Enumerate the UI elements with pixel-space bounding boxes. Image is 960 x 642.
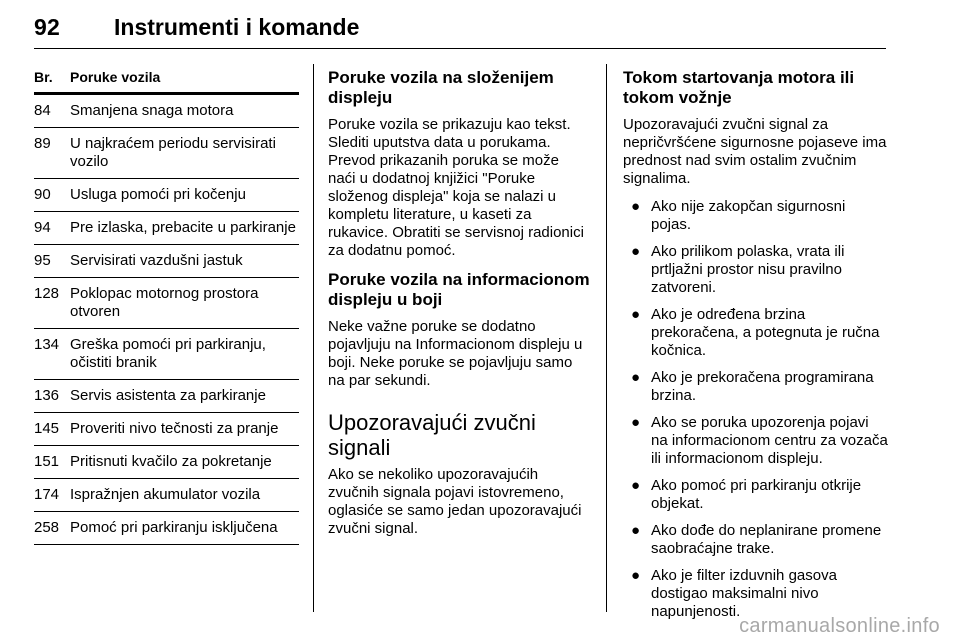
row-text: Ispražnjen akumulator vozila	[70, 486, 261, 503]
list-item	[623, 243, 889, 297]
column-divider-1	[313, 64, 314, 612]
table-row	[34, 413, 299, 446]
row-number: 145	[34, 420, 60, 437]
row-text: Smanjena snaga motora	[70, 102, 234, 119]
page-number: 92	[34, 14, 60, 40]
row-number: 258	[34, 519, 60, 536]
row-text: Proveriti nivo tečnosti za pranje	[70, 420, 279, 437]
table-row	[34, 329, 299, 380]
bullet-icon: ●	[631, 369, 641, 386]
bullet-icon: ●	[631, 306, 641, 323]
row-text: Servisirati vazdušni jastuk	[70, 252, 243, 269]
table-row	[34, 128, 299, 179]
list-item-text: Ako prilikom polaska, vrata ili prtljažni prostor nisu pravilno zatvoreni.	[651, 243, 845, 296]
list-item	[623, 477, 889, 513]
table-row	[34, 95, 299, 128]
list-item-text: Ako je filter izduvnih gasova dostigao maksimalni nivo napunjenosti.	[651, 567, 837, 620]
paragraph-complex-display: Poruke vozila se prikazuju kao tekst. Slediti uputstva data u porukama. Prevod prikazanih poruka se može naći u dodatnoj knjižici "Poruke složenog displeja" koja se nalazi u kompletu literature, u kaseti za rukavice. Obratiti se servisnoj radionici za dodatnu pomoć.	[328, 116, 584, 259]
column-header-number: Br.	[34, 69, 53, 85]
row-text: Pritisnuti kvačilo za pokretanje	[70, 453, 272, 470]
page-header	[34, 0, 886, 50]
column-divider-2	[606, 64, 607, 612]
warning-conditions-list	[623, 198, 889, 621]
row-number: 89	[34, 135, 51, 152]
row-text: U najkraćem periodu servisirati vozilo	[70, 135, 276, 170]
table-row	[34, 212, 299, 245]
row-text: Pre izlaska, prebacite u parkiranje	[70, 219, 296, 236]
section-heading-color-display: Poruke vozila na informacionom displeju u boji	[328, 270, 590, 309]
row-number: 95	[34, 252, 51, 269]
row-number: 151	[34, 453, 60, 470]
list-item	[623, 567, 889, 621]
paragraph-color-display: Neke važne poruke se dodatno pojavljuju na Informacionom displeju u boji. Neke poruke se pojavljuju samo na par sekundi.	[328, 318, 583, 389]
list-item	[623, 414, 889, 468]
list-item	[623, 198, 889, 234]
header-rule	[34, 48, 886, 49]
bullet-icon: ●	[631, 477, 641, 494]
list-item-text: Ako se poruka upozorenja pojavi na informacionom centru za vozača ili informacionom displeju.	[651, 414, 888, 467]
list-item	[623, 369, 889, 405]
right-column	[623, 64, 889, 630]
paragraph-seatbelt-priority: Upozoravajući zvučni signal za nepričvršćene sigurnosne pojaseve ima prednost nad svim ostalim zvučnim signalima.	[623, 116, 887, 187]
table-header	[34, 66, 299, 95]
table-row	[34, 179, 299, 212]
section-title-warning-chimes: Upozoravajući zvučni signali	[328, 410, 536, 460]
row-number: 134	[34, 336, 60, 353]
table-row	[34, 380, 299, 413]
row-number: 94	[34, 219, 51, 236]
list-item-text: Ako pomoć pri parkiranju otkrije objekat.	[651, 477, 862, 512]
row-text: Pomoć pri parkiranju isključena	[70, 519, 278, 536]
bullet-icon: ●	[631, 198, 641, 215]
row-text: Greška pomoći pri parkiranju, očistiti branik	[70, 336, 266, 371]
bullet-icon: ●	[631, 567, 641, 584]
table-row	[34, 446, 299, 479]
list-item-text: Ako je određena brzina prekoračena, a potegnuta je ručna kočnica.	[651, 306, 880, 359]
table-row	[34, 479, 299, 512]
bullet-icon: ●	[631, 414, 641, 431]
vehicle-messages-table	[34, 66, 299, 545]
list-item-text: Ako je prekoračena programirana brzina.	[651, 369, 874, 404]
row-text: Poklopac motornog prostora otvoren	[70, 285, 259, 320]
row-number: 84	[34, 102, 51, 119]
row-text: Servis asistenta za parkiranje	[70, 387, 266, 404]
list-item-text: Ako dođe do neplanirane promene saobraćajne trake.	[651, 522, 882, 557]
list-item-text: Ako nije zakopčan sigurnosni pojas.	[651, 198, 846, 233]
page-title: Instrumenti i komande	[114, 14, 360, 40]
list-item	[623, 522, 889, 558]
bullet-icon: ●	[631, 243, 641, 260]
table-row	[34, 278, 299, 329]
table-row	[34, 245, 299, 278]
middle-column	[328, 64, 590, 548]
row-number: 90	[34, 186, 51, 203]
paragraph-warning-chimes: Ako se nekoliko upozoravajućih zvučnih signala pojavi istovremeno, oglasiće se samo jedan upozoravajući zvučni signal.	[328, 466, 582, 537]
column-header-message: Poruke vozila	[70, 69, 161, 85]
row-number: 128	[34, 285, 60, 302]
table-row	[34, 512, 299, 545]
row-number: 136	[34, 387, 60, 404]
list-item	[623, 306, 889, 360]
section-heading-engine-start: Tokom startovanja motora ili tokom vožnje	[623, 68, 855, 107]
watermark: carmanualsonline.info	[739, 615, 940, 637]
row-number: 174	[34, 486, 60, 503]
section-heading-complex-display: Poruke vozila na složenijem displeju	[328, 68, 554, 107]
row-text: Usluga pomoći pri kočenju	[70, 186, 246, 203]
bullet-icon: ●	[631, 522, 641, 539]
